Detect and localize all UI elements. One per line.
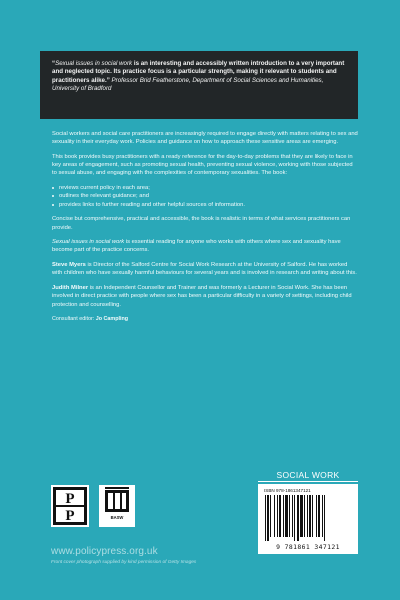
subject-category: SOCIAL WORK [276,470,340,480]
barcode-icon [264,495,352,541]
barcode-number: 9 781861 347121 [276,543,340,551]
subject-divider [258,481,358,482]
quote-text: is an interesting and accessibly written introduction to a very important and neglected topic. Its practice focus is a particular strength, making it relevant to students and practitioners alike. [52,60,345,84]
book-title-inline: Sexual issues in social work [52,239,125,246]
endorsement-quote-box [40,51,358,119]
photo-credit: Front cover photograph supplied by kind permission of Getty Images [51,560,197,565]
blurb-bullet-list [52,184,358,209]
svg-text:P: P [65,491,75,507]
list-item: provides links to further reading and other helpful sources of information. [52,201,358,209]
barcode-panel [258,484,358,554]
basw-logo-text: BASW [110,515,124,520]
list-item: outlines the relevant guidance; and [52,192,358,200]
list-item: reviews current policy in each area; [52,184,358,192]
blurb-text [52,130,358,330]
isbn-label: ISBN 978-1861347121 [264,488,311,493]
author-name-1: Steve Myers [52,262,86,269]
publisher-url[interactable]: www.policypress.org.uk [51,546,158,557]
policy-press-logo [51,485,89,527]
author-bio-2: Judith Milner is an Independent Counsellor and Trainer and was formerly a Lecturer in Social Work. She has been involved in direct practice with people where sex has been a particular difficulty in a variety of settings, including child protection and counselling. [52,284,352,308]
quote-attribution: Professor Brid Featherstone, Department of Social Sciences and Humanities, University of Bradford [52,76,324,93]
blurb-paragraph-3: Concise but comprehensive, practical and accessible, the book is realistic in terms of what services practitioners can provide. [52,216,351,231]
endorsement-quote: “Sexual issues in social work is an interesting and accessibly written introduction to a very important and neglected topic. Its practice focus is a particular strength, making it relevant to students and practitioners alike.” Professor Brid Featherstone, Department of Social Sciences and Humanities, University of Bradford [52,60,345,93]
blurb-paragraph-2: This book provides busy practitioners with a ready reference for the day-to-day problems that they are likely to face in key areas of engagement, such as promoting sexual health, preventing sexual violence, working with those subjected to sexual abuse, and engaging with the complexities of contemporary sexualities. The book: [52,153,353,177]
svg-text:P: P [65,508,75,524]
quote-book-title: Sexual issues in social work [55,60,133,67]
consultant-editor: Consultant editor: Jo Campling [52,316,129,323]
policy-press-logo-icon [53,487,87,525]
consultant-editor-name: Jo Campling [95,316,129,323]
basw-logo [99,485,135,527]
author-name-2: Judith Milner [52,284,89,291]
author-bio-1: Steve Myers is Director of the Salford Centre for Social Work Research at the University of Salford. He has worked with children who have sexually harmful behaviours for several years and is involved in research and writing about this. [52,262,357,277]
blurb-paragraph-4: Sexual issues in social work is essential reading for anyone who works with others where sex and sexuality have become part of the practice concerns. [52,239,341,254]
basw-logo-icon [99,485,135,515]
blurb-paragraph-1: Social workers and social care practitioners are increasingly required to engage directly with matters relating to sex and sexuality in their everyday work. Policies and guidance on how to approach these sensitive areas are emerging. [52,131,358,146]
